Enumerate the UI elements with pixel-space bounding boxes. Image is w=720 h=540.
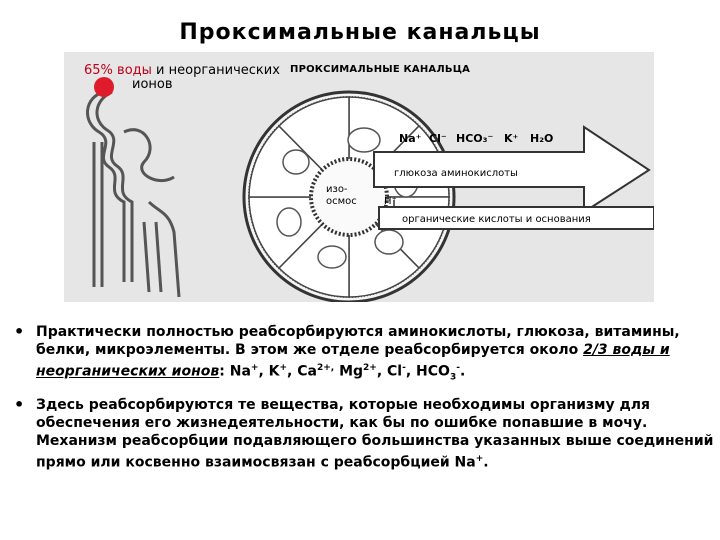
- ion-cl: Cl⁻: [429, 132, 447, 145]
- cell-center-line1: изо-: [326, 184, 348, 195]
- ion-k: K⁺: [504, 132, 519, 145]
- cell-center-line2: осмос: [326, 196, 357, 207]
- bullet-list: [14, 323, 714, 482]
- bullet-1-t7: .: [459, 363, 466, 380]
- bullet-1-t3: , Ca: [287, 363, 317, 380]
- h-label: H⁺: [384, 196, 397, 207]
- bullet-2-end: .: [483, 455, 489, 472]
- bullet-1-sup5: -: [402, 363, 406, 373]
- bullet-1-t5: , Cl: [376, 363, 403, 380]
- bullet-1-t2: , K: [258, 363, 280, 380]
- nephron-sketch: [88, 92, 179, 297]
- bullet-dot: •: [14, 395, 25, 415]
- bullet-1-t4: Mg: [334, 363, 364, 380]
- bullet-1-emph: 2/3 воды и неорганических ионов: [36, 342, 670, 380]
- bullet-item-1: [14, 323, 714, 386]
- bullet-1-sup2: +: [279, 363, 288, 373]
- bullet-1-sup1: +: [250, 363, 259, 373]
- ion-h2o: H₂O: [530, 132, 554, 145]
- bullet-1-t1: : Na: [219, 363, 251, 380]
- bullet-2-text: Здесь реабсорбируются те вещества, которые необходимы организму для обеспечения его жизнедеятельности, как бы по ошибке попавшие в мочу. Механизм реабсорбции подавляющего большинства указанных выше соединений прямо или косвенно взаимосвязан с реабсорбцией Na: [36, 397, 714, 472]
- bullet-1-sup3: 2+,: [316, 363, 335, 373]
- bullet-2-sup: +: [475, 454, 484, 465]
- note-rest: и неорганических: [156, 63, 280, 78]
- slide-title: Проксимальные канальцы: [179, 20, 541, 45]
- ion-hco3: HCO₃⁻: [456, 132, 494, 145]
- bullet-1-sup6: -: [456, 363, 460, 373]
- bullet-1-text: Практически полностью реабсорбируются аминокислоты, глюкоза, витамины, белки, микроэлементы. В этом же отделе реабсорбируется около: [36, 324, 680, 358]
- arrow-top-text: глюкоза аминокислоты: [394, 168, 518, 179]
- ion-na: Na⁺: [399, 132, 422, 145]
- bullet-dot: •: [14, 322, 25, 341]
- arrow-bottom-text: органические кислоты и основания: [402, 214, 591, 225]
- note-line3: ионов: [132, 77, 173, 92]
- note-red: 65% воды: [84, 63, 152, 78]
- bullet-1-sub6: 3: [449, 372, 457, 383]
- figure-caption: ПРОКСИМАЛЬНЫЕ КАНАЛЬЦА: [290, 64, 471, 75]
- nephron-note: [84, 64, 280, 92]
- bullet-1-sup4: 2+: [363, 363, 377, 373]
- bullet-item-2: [14, 396, 714, 472]
- bullet-1-t6: , HCO: [405, 363, 450, 380]
